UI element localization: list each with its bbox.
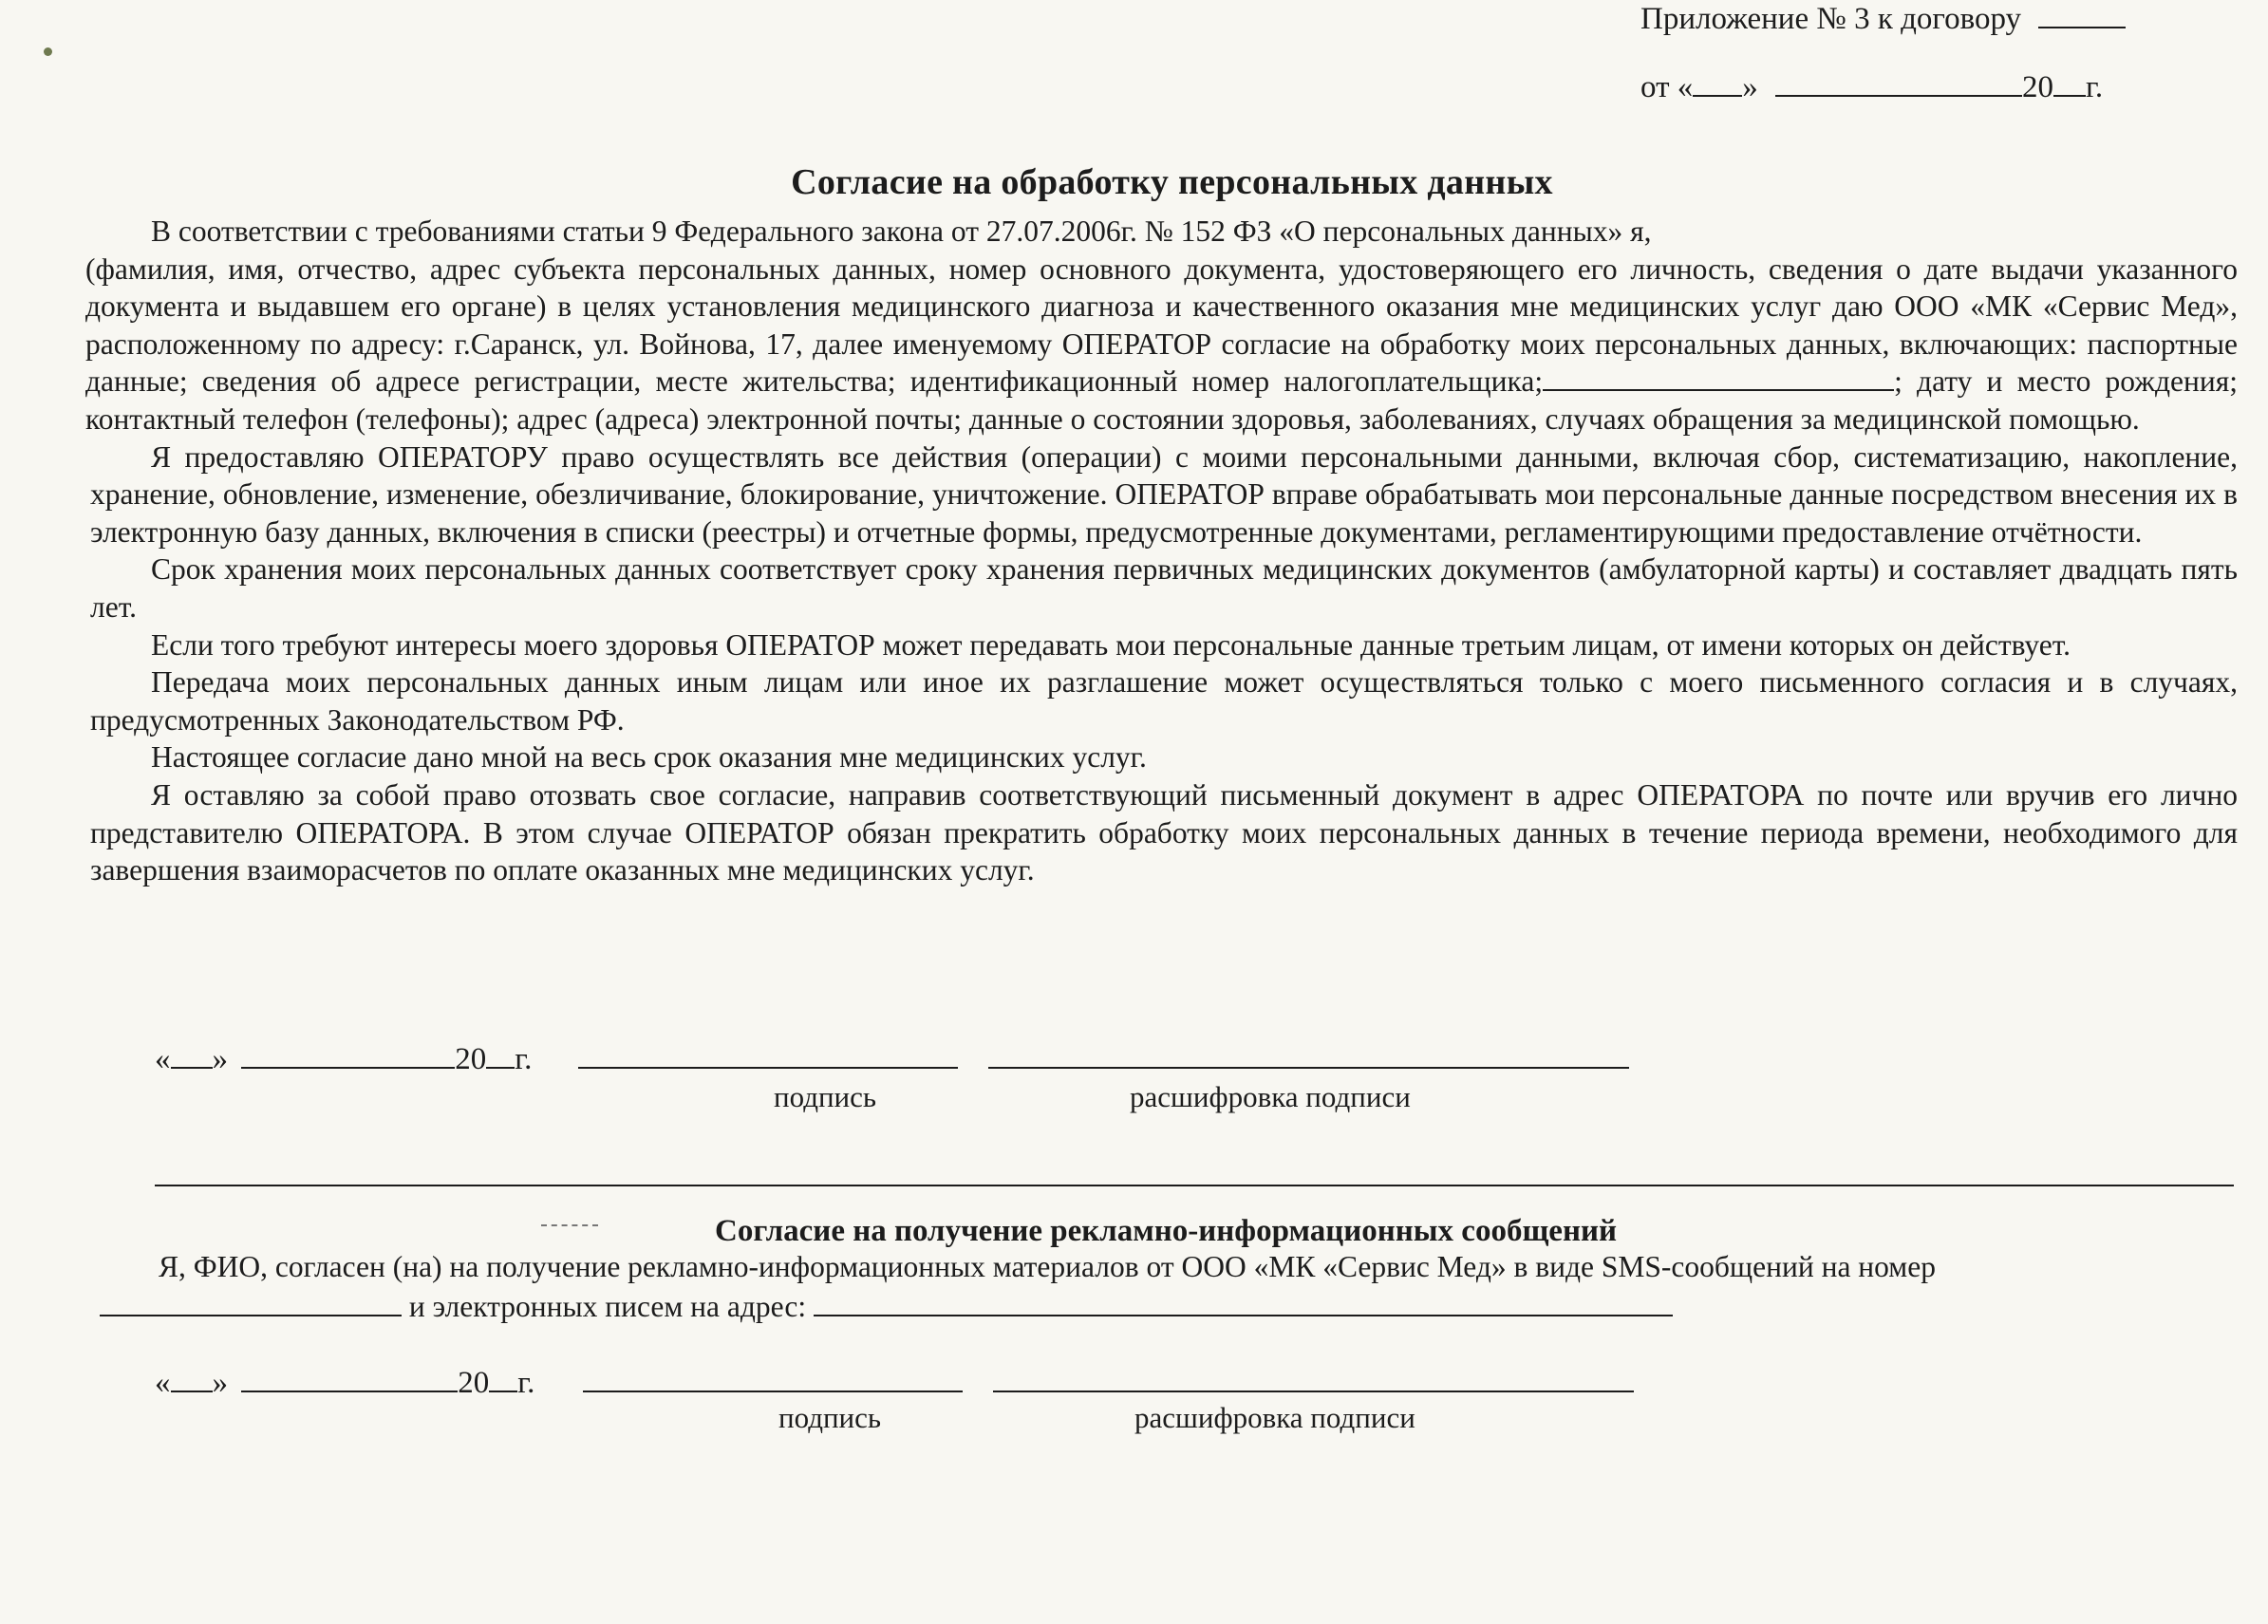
sig2-day-blank xyxy=(171,1364,213,1392)
ads-consent-line-1: Я, ФИО, согласен (на) на получение рекламно-информационных материалов от ООО «МК «Сервис Мед» в виде SMS-сообщений на номер xyxy=(159,1250,1936,1283)
signature-row-2 xyxy=(155,1364,1634,1401)
sig2-quote-close: » xyxy=(212,1366,228,1400)
day-blank xyxy=(1693,68,1742,97)
year-blank xyxy=(2053,68,2086,97)
paragraph-intro: В соответствии с требованиями статьи 9 Федерального закона от 27.07.2006г. № 152 ФЗ «О персональных данных» я, xyxy=(151,215,1652,248)
document-title: Согласие на обработку персональных данных xyxy=(791,162,1553,202)
sig1-signature-caption: подпись xyxy=(774,1080,877,1113)
paragraph-subject-data-text: (фамилия, имя, отчество, адрес субъекта персональных данных, номер основного документа, удостоверяющего его личность, сведения о дате выдачи указанного документа и выдавшем его органе) в целях установления медицинского диагноза и качественного оказания мне медицинских услуг даю ООО «МК «Сервис Мед», расположенному по адресу: г.Саранск, ул. Войнова, 17, далее именуемому ОПЕРАТОР согласие на обработку моих персональных данных, включающих: паспортные данные; сведения об адресе регистрации, месте жительства; идентификационный номер налогоплательщика; xyxy=(85,252,2238,399)
year-suffix: г. xyxy=(2086,70,2104,104)
month-blank xyxy=(1775,68,2022,97)
ads-consent-line-2-row xyxy=(100,1288,1673,1324)
from-mid: » xyxy=(1742,70,1758,104)
sig1-year-blank xyxy=(486,1040,515,1069)
year-prefix: 20 xyxy=(2022,70,2053,104)
paragraph-disclosure: Передача моих персональных данных иным лицам или иное их разглашение может осуществляться только с моего письменного согласия и в случаях, предусмотренных Законодательством РФ. xyxy=(90,665,2238,737)
paragraph-rights: Я предоставляю ОПЕРАТОРУ право осуществлять все действия (операции) с моими персональными данными, включая сбор, систематизацию, накопление, хранение, обновление, изменение, обезличивание, блокирование, уничтожение. ОПЕРАТОР вправе обрабатывать мои персональные данные посредством внесения их в электронную базу данных, включения в списки (реестры) и отчетные формы, предусмотренные документами, регламентирующими предоставление отчётности. xyxy=(90,439,2238,549)
sig1-quote-open: « xyxy=(155,1042,171,1076)
consent-body xyxy=(85,213,2238,889)
sig1-month-blank xyxy=(241,1040,455,1069)
contract-number-blank xyxy=(2038,0,2126,28)
sig2-month-blank xyxy=(241,1364,458,1392)
sig2-decoding-blank xyxy=(993,1364,1634,1392)
phone-number-blank xyxy=(100,1288,402,1316)
from-prefix: от « xyxy=(1640,70,1694,104)
paragraph-validity: Настоящее согласие дано мной на весь срок оказания мне медицинских услуг. xyxy=(151,740,1147,775)
sig2-signature-caption: подпись xyxy=(778,1401,882,1434)
sig1-decoding-caption: расшифровка подписи xyxy=(1130,1080,1411,1113)
appendix-header xyxy=(1640,0,2126,37)
paragraph-revocation: Я оставляю за собой право отозвать свое согласие, направив соответствующий письменный документ в адрес ОПЕРАТОРА по почте или вручив его лично представителю ОПЕРАТОРА. В этом случае ОПЕРАТОР обязан прекратить обработку моих персональных данных в течение периода времени, необходимого для завершения взаиморасчетов по оплате оказанных мне медицинских услуг. xyxy=(90,777,2238,887)
sig2-year-prefix: 20 xyxy=(458,1366,490,1400)
sig2-year-suffix: г. xyxy=(517,1366,535,1400)
sig1-year-suffix: г. xyxy=(515,1042,533,1076)
paragraph-third-parties: Если того требуют интересы моего здоровья ОПЕРАТОР может передавать мои персональные данные третьим лицам, от имени которых он действует. xyxy=(151,627,2071,662)
ads-consent-text xyxy=(100,1248,2236,1286)
inn-blank xyxy=(1543,366,1894,391)
sig1-decoding-blank xyxy=(988,1040,1629,1069)
scan-dash-mark xyxy=(541,1224,598,1226)
appendix-text: Приложение № 3 к договору xyxy=(1640,2,2022,36)
paragraph-subject-data-cont: ; дату и место рождения; контактный телефон (телефоны); адрес (адреса) электронной почты; данные о состоянии здоровья, заболеваниях, случаях обращения за медицинской помощью. xyxy=(85,364,2238,436)
signature-row-1 xyxy=(155,1040,1629,1077)
scan-speck xyxy=(44,47,52,56)
sig2-year-blank xyxy=(489,1364,517,1392)
sig2-quote-open: « xyxy=(155,1366,171,1400)
contract-date-line xyxy=(1640,68,2103,105)
sig1-signature-blank xyxy=(578,1040,958,1069)
sig1-day-blank xyxy=(171,1040,213,1069)
sig2-decoding-caption: расшифровка подписи xyxy=(1134,1401,1415,1434)
paragraph-subject-data xyxy=(85,251,2238,439)
ads-consent-line-2: и электронных писем на адрес: xyxy=(408,1290,807,1323)
email-address-blank xyxy=(814,1288,1673,1316)
sig1-quote-close: » xyxy=(212,1042,228,1076)
sig2-signature-blank xyxy=(583,1364,963,1392)
paragraph-storage-term: Срок хранения моих персональных данных соответствует сроку хранения первичных медицинских документов (амбулаторной карты) и составляет двадцать пять лет. xyxy=(90,552,2238,624)
section-divider xyxy=(155,1185,2234,1186)
sig1-year-prefix: 20 xyxy=(455,1042,487,1076)
ads-consent-title: Согласие на получение рекламно-информационных сообщений xyxy=(715,1214,1617,1248)
